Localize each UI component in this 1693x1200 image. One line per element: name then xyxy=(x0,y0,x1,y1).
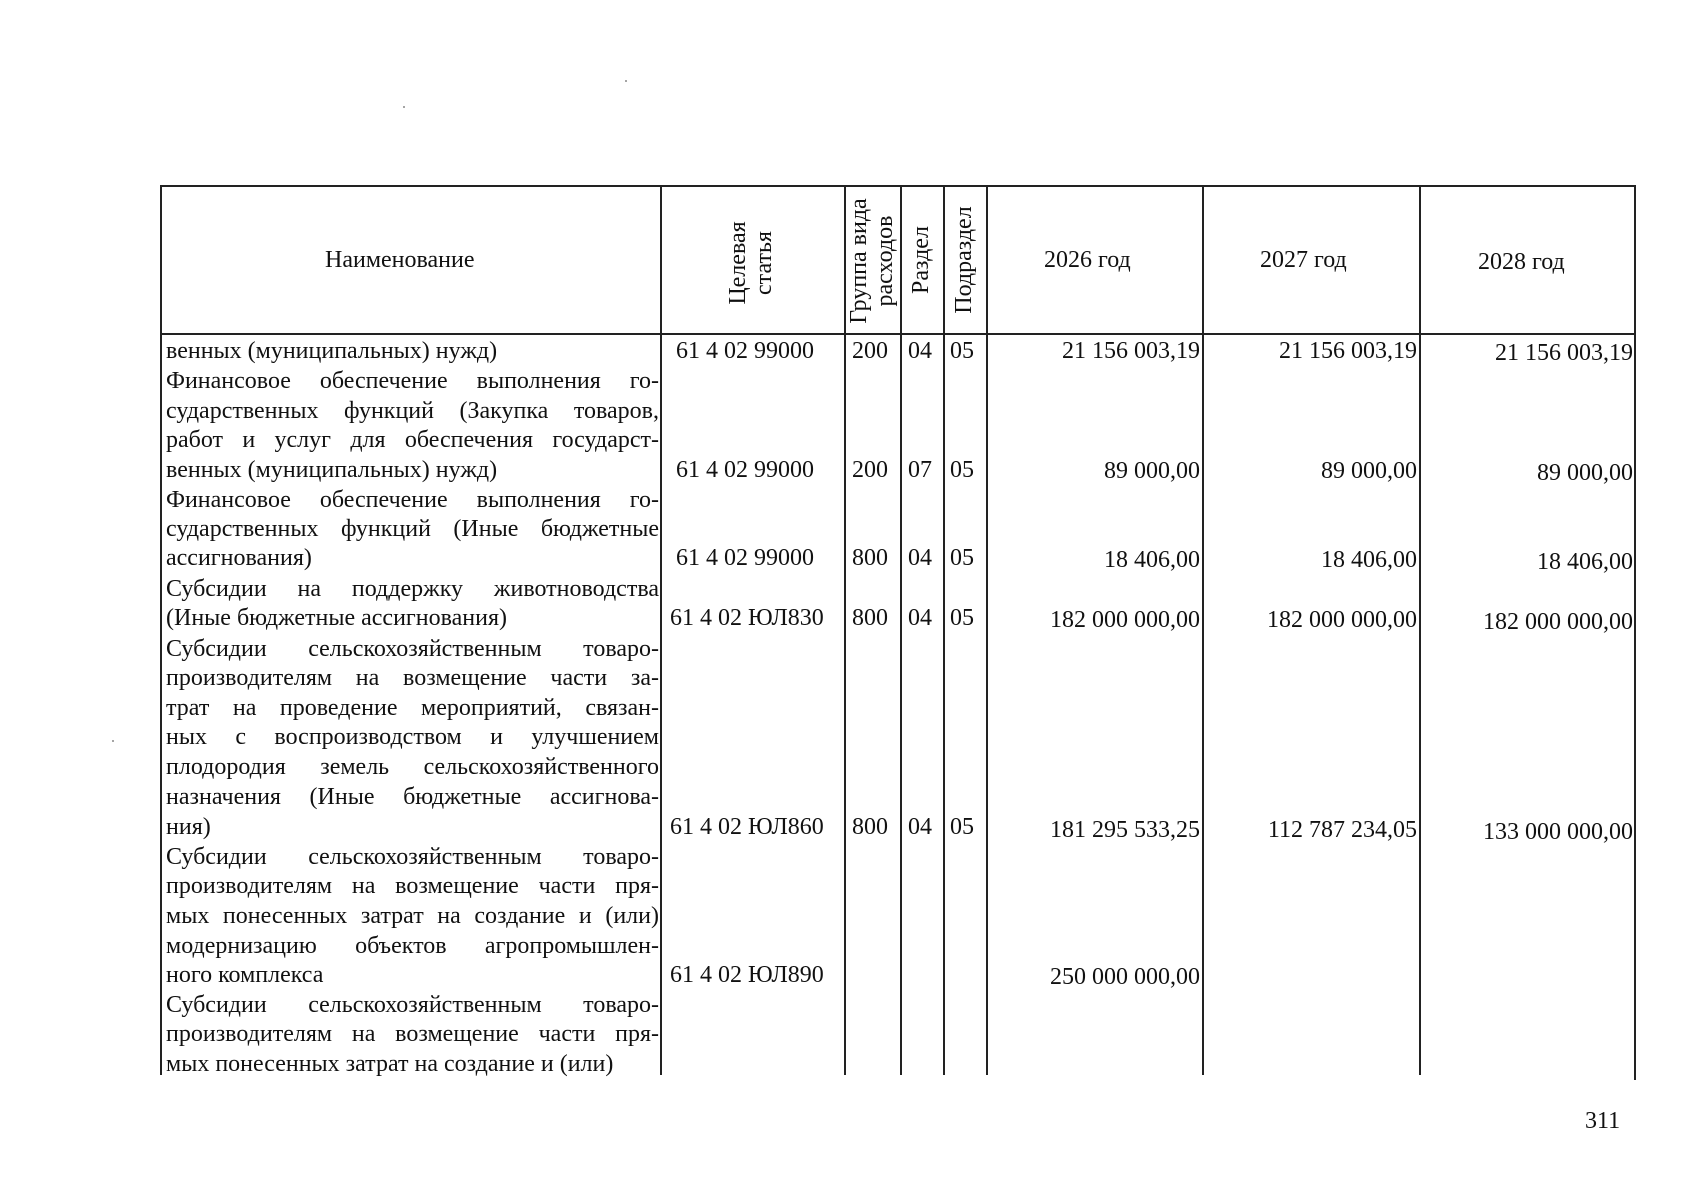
header-year-2028: 2028 год xyxy=(1478,249,1565,275)
row-name-line: мых понесенных затрат на создание и (или) xyxy=(166,1051,614,1077)
row-name-line: сударственных функций (Закупка товаров, xyxy=(166,398,659,424)
column-divider xyxy=(1419,185,1421,1075)
row-name-line: трат на проведение мероприятий, связан- xyxy=(166,695,659,721)
row-value-2027: 18 406,00 xyxy=(1321,547,1417,573)
row-subsection: 05 xyxy=(950,545,974,571)
row-value-2026: 250 000 000,00 xyxy=(1050,964,1200,990)
row-group: 800 xyxy=(852,545,888,571)
row-value-2028: 182 000 000,00 xyxy=(1483,609,1633,635)
row-name-line: Субсидии сельскохозяйственным товаро- xyxy=(166,844,659,870)
header-expense-group: Группа вида расходов xyxy=(846,198,898,324)
row-name-line: ного комплекса xyxy=(166,962,324,988)
row-subsection: 05 xyxy=(950,338,974,364)
table-top-border xyxy=(160,185,1635,187)
row-value-2026: 182 000 000,00 xyxy=(1050,607,1200,633)
header-year-2027: 2027 год xyxy=(1260,247,1347,273)
table-left-border xyxy=(160,185,162,1075)
scan-speck xyxy=(112,740,114,742)
row-value-2028: 133 000 000,00 xyxy=(1483,819,1633,845)
row-section: 04 xyxy=(908,338,932,364)
row-value-2027: 89 000,00 xyxy=(1321,458,1417,484)
row-name-line: модернизацию объектов агропромышлен- xyxy=(166,933,659,959)
row-value-2026: 89 000,00 xyxy=(1104,458,1200,484)
row-name-line: производителям на возмещение части за- xyxy=(166,665,659,691)
row-value-2026: 18 406,00 xyxy=(1104,547,1200,573)
row-article: 61 4 02 ЮЛ860 xyxy=(670,814,824,840)
row-name-line: производителям на возмещение части пря- xyxy=(166,1021,659,1047)
row-name-line: Субсидии сельскохозяйственным товаро- xyxy=(166,636,659,662)
row-name-line: ассигнования) xyxy=(166,545,312,571)
row-name-line: Субсидии на поддержку животноводства xyxy=(166,576,659,602)
row-article: 61 4 02 ЮЛ890 xyxy=(670,962,824,988)
row-group: 200 xyxy=(852,338,888,364)
row-name-line: венных (муниципальных) нужд) xyxy=(166,457,498,483)
row-subsection: 05 xyxy=(950,814,974,840)
row-article: 61 4 02 ЮЛ830 xyxy=(670,605,824,631)
row-value-2027: 112 787 234,05 xyxy=(1267,817,1417,843)
row-name-line: Финансовое обеспечение выполнения го- xyxy=(166,487,659,513)
row-name-line: (Иные бюджетные ассигнования) xyxy=(166,605,507,631)
row-value-2027: 21 156 003,19 xyxy=(1279,338,1417,364)
page-number: 311 xyxy=(1585,1108,1621,1134)
row-name-line: плодородия земель сельскохозяйственного xyxy=(166,754,659,780)
header-name: Наименование xyxy=(325,247,475,273)
row-name-line: назначения (Иные бюджетные ассигнова- xyxy=(166,784,659,810)
row-name-line: сударственных функций (Иные бюджетные xyxy=(166,516,659,542)
row-name-line: работ и услуг для обеспечения государст- xyxy=(166,427,659,453)
row-value-2027: 182 000 000,00 xyxy=(1267,607,1417,633)
row-name-line: Субсидии сельскохозяйственным товаро- xyxy=(166,992,659,1018)
scan-speck xyxy=(625,80,627,82)
row-group: 800 xyxy=(852,605,888,631)
row-article: 61 4 02 99000 xyxy=(676,457,814,483)
row-value-2026: 181 295 533,25 xyxy=(1050,817,1200,843)
row-value-2026: 21 156 003,19 xyxy=(1062,338,1200,364)
row-section: 04 xyxy=(908,814,932,840)
row-name-line: ных с воспроизводством и улучшением xyxy=(166,724,659,750)
column-divider xyxy=(1202,185,1204,1075)
row-subsection: 05 xyxy=(950,605,974,631)
column-divider xyxy=(660,185,662,1075)
row-group: 800 xyxy=(852,814,888,840)
row-subsection: 05 xyxy=(950,457,974,483)
header-target-article: Целевая статья xyxy=(725,221,777,305)
row-section: 04 xyxy=(908,605,932,631)
header-subsection: Подраздел xyxy=(951,206,977,314)
table-right-border xyxy=(1634,185,1636,1080)
row-name-line: мых понесенных затрат на создание и (или) xyxy=(166,903,659,929)
row-name-line: ния) xyxy=(166,814,211,840)
row-value-2028: 21 156 003,19 xyxy=(1495,340,1633,366)
column-divider xyxy=(943,185,945,1075)
header-section: Раздел xyxy=(908,226,934,294)
row-section: 07 xyxy=(908,457,932,483)
column-divider xyxy=(900,185,902,1075)
column-divider xyxy=(986,185,988,1075)
row-value-2028: 18 406,00 xyxy=(1537,549,1633,575)
header-year-2026: 2026 год xyxy=(1044,247,1131,273)
row-section: 04 xyxy=(908,545,932,571)
row-article: 61 4 02 99000 xyxy=(676,338,814,364)
row-value-2028: 89 000,00 xyxy=(1537,460,1633,486)
row-group: 200 xyxy=(852,457,888,483)
header-bottom-border xyxy=(160,333,1635,335)
row-name-line: производителям на возмещение части пря- xyxy=(166,873,659,899)
row-article: 61 4 02 99000 xyxy=(676,545,814,571)
row-name-line: Финансовое обеспечение выполнения го- xyxy=(166,368,659,394)
scan-speck xyxy=(403,106,405,108)
row-name-line: венных (муниципальных) нужд) xyxy=(166,338,498,364)
